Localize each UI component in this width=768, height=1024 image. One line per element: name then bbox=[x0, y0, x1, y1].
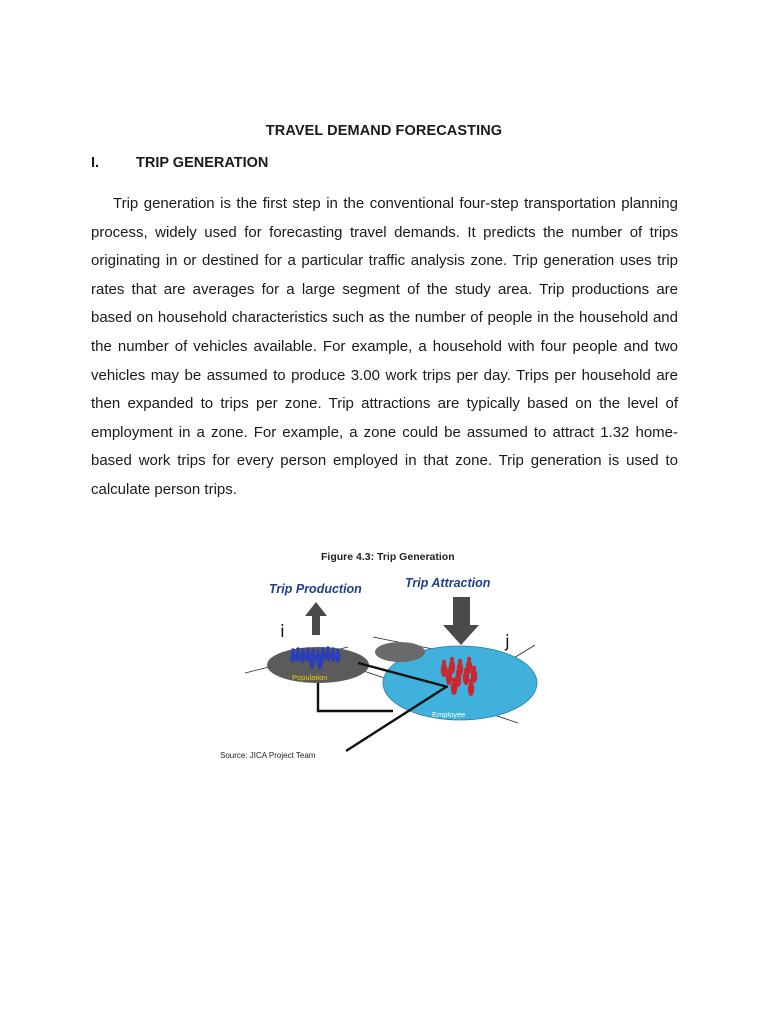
employee-label: Employee bbox=[432, 710, 466, 719]
production-arrow-icon bbox=[305, 602, 327, 635]
section-heading-text: TRIP GENERATION bbox=[136, 155, 269, 171]
figure-source: Source: JICA Project Team bbox=[220, 751, 316, 760]
section-number: I. bbox=[91, 155, 100, 171]
zone-j-label: j bbox=[505, 632, 510, 652]
attraction-arrow-icon bbox=[443, 597, 479, 645]
zone-i-label: i bbox=[280, 622, 285, 642]
trip-generation-figure bbox=[208, 545, 586, 765]
trip-attraction-label: Trip Attraction bbox=[405, 576, 491, 590]
body-paragraph: Trip generation is the first step in the conventional four-step transportation planning process, widely used for forecasting travel demands. It predicts the number of trips originating in or destined for a particular traffic analysis zone. Trip generation uses trip rates that are averages for a large segment of the study area. Trip productions are based on household characteristics such as the number of people in the household and the number of vehicles available. For example, a household with four people and two vehicles may be assumed to produce 3.00 work trips per day. Trips per household are then expanded to trips per zone. Trip attractions are typically based on the level of employment in a zone. For example, a zone could be assumed to attract 1.32 home-based work trips for every person employed in that zone. Trip generation is used to calculate person trips. bbox=[91, 195, 678, 498]
population-label: Population bbox=[292, 673, 328, 682]
trip-production-label: Trip Production bbox=[269, 582, 362, 596]
intermediate-zone bbox=[375, 642, 425, 662]
section-heading bbox=[91, 155, 391, 175]
page-title: TRAVEL DEMAND FORECASTING bbox=[265, 123, 503, 139]
trip-generation-diagram bbox=[208, 545, 586, 765]
figure-caption: Figure 4.3: Trip Generation bbox=[321, 551, 455, 563]
